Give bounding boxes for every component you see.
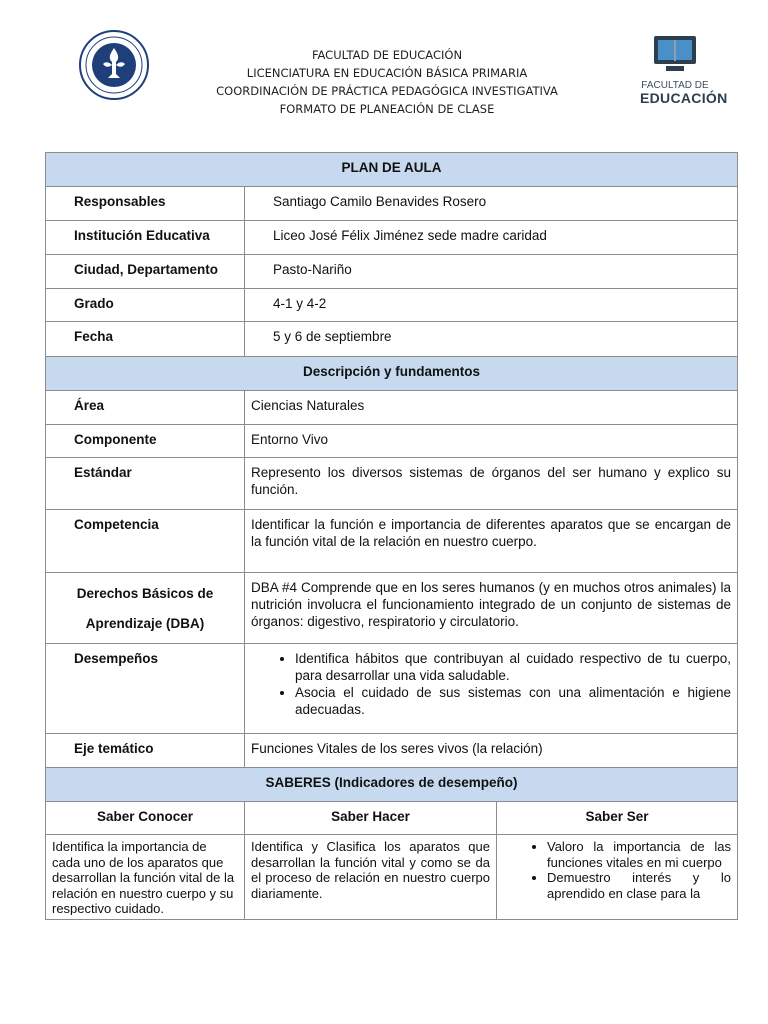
saberes-header-row (46, 802, 738, 835)
desempenos-list (251, 650, 731, 718)
value-dba: DBA #4 Comprende que en los seres humanos (y en muchos otros animales) la nutrición involucra el funcionamiento integrado de un conjunto de sistemas de órganos: digestivo, respiratorio y circulatorio. (245, 573, 738, 644)
saber-conocer-cell (46, 835, 245, 920)
label-estandar: Estándar (46, 458, 245, 510)
label-institucion: Institución Educativa (46, 221, 245, 255)
table-row (46, 425, 738, 458)
list-item: • Asocia el cuidado de sus sistemas con una alimentación e higiene adecuadas. (295, 684, 731, 718)
university-seal-icon (79, 30, 149, 100)
list-item: • Valoro la importancia de las funciones vitales en mi cuerpo (547, 839, 731, 870)
label-grado: Grado (46, 289, 245, 322)
table-row (46, 221, 738, 255)
table-row (46, 322, 738, 357)
value-componente: Entorno Vivo (245, 425, 738, 458)
table-row (46, 187, 738, 221)
saber-ser-wrap (503, 839, 731, 915)
saber-ser-list (503, 839, 731, 901)
label-dba-line2: Aprendizaje (DBA) (85, 616, 205, 631)
table-row (46, 289, 738, 322)
header-saber-ser: Saber Ser (497, 802, 738, 835)
section-saberes-title: SABERES (Indicadores de desempeño) (46, 768, 738, 802)
label-componente: Componente (46, 425, 245, 458)
label-fecha: Fecha (46, 322, 245, 357)
value-estandar: Represento los diversos sistemas de órganos del ser humano y explico su función. (245, 458, 738, 510)
table-row (46, 255, 738, 289)
table-row (46, 644, 738, 734)
header-line-faculty: FACULTAD DE EDUCACIÓN (311, 48, 463, 62)
table-row (46, 458, 738, 510)
list-item: • Identifica hábitos que contribuyan al cuidado respectivo de tu cuerpo, para desarrollar una vida saludable. (295, 650, 731, 684)
saber-hacer-cell (245, 835, 497, 920)
label-area: Área (46, 391, 245, 425)
value-eje: Funciones Vitales de los seres vivos (la relación) (245, 734, 738, 768)
value-competencia: Identificar la función e importancia de diferentes aparatos que se encargan de la función vital de la relación en nuestro cuerpo. (245, 510, 738, 573)
plan-title: PLAN DE AULA (46, 153, 738, 187)
section-saberes-row (46, 768, 738, 802)
logo-text-line2: EDUCACIÓN (640, 90, 728, 106)
table-row (46, 391, 738, 425)
saberes-content-row (46, 835, 738, 920)
label-dba-line1: Derechos Básicos de (76, 586, 214, 601)
label-desempenos: Desempeños (46, 644, 245, 734)
value-grado: 4-1 y 4-2 (245, 289, 738, 322)
plan-title-row (46, 153, 738, 187)
value-responsables: Santiago Camilo Benavides Rosero (245, 187, 738, 221)
label-dba (46, 573, 245, 644)
faculty-logo (640, 34, 728, 108)
logo-text-line1: FACULTAD DE (641, 80, 709, 91)
header-line-program: LICENCIATURA EN EDUCACIÓN BÁSICA PRIMARIA (246, 66, 528, 80)
label-responsables: Responsables (46, 187, 245, 221)
label-ciudad: Ciudad, Departamento (46, 255, 245, 289)
plan-table (45, 152, 738, 920)
value-area: Ciencias Naturales (245, 391, 738, 425)
table-row (46, 573, 738, 644)
header-line-coordination: COORDINACIÓN DE PRÁCTICA PEDAGÓGICA INVESTIGATIVA (216, 84, 558, 98)
value-institucion: Liceo José Félix Jiménez sede madre caridad (245, 221, 738, 255)
table-row (46, 734, 738, 768)
section-description-row (46, 357, 738, 391)
saber-hacer-text: Identifica y Clasifica los aparatos que desarrollan la función vital y como se da el proceso de relación en nuestro cuerpo diariamente. (251, 839, 490, 901)
section-description-title: Descripción y fundamentos (46, 357, 738, 391)
value-fecha: 5 y 6 de septiembre (245, 322, 738, 357)
value-ciudad: Pasto-Nariño (245, 255, 738, 289)
header-saber-hacer: Saber Hacer (245, 802, 497, 835)
header-saber-conocer: Saber Conocer (46, 802, 245, 835)
label-competencia: Competencia (46, 510, 245, 573)
list-item: • Demuestro interés y lo aprendido en clase para la (547, 870, 731, 901)
saber-conocer-text: Identifica la importancia de cada uno de los aparatos que desarrollan la función vital de la relación en nuestro cuerpo y su respectivo cuidado. (52, 839, 235, 915)
table-row (46, 510, 738, 573)
document-header (160, 46, 614, 118)
header-line-format: FORMATO DE PLANEACIÓN DE CLASE (279, 102, 495, 116)
value-desempenos (245, 644, 738, 734)
saber-ser-cell (497, 835, 738, 920)
book-icon (650, 34, 700, 74)
label-eje: Eje temático (46, 734, 245, 768)
